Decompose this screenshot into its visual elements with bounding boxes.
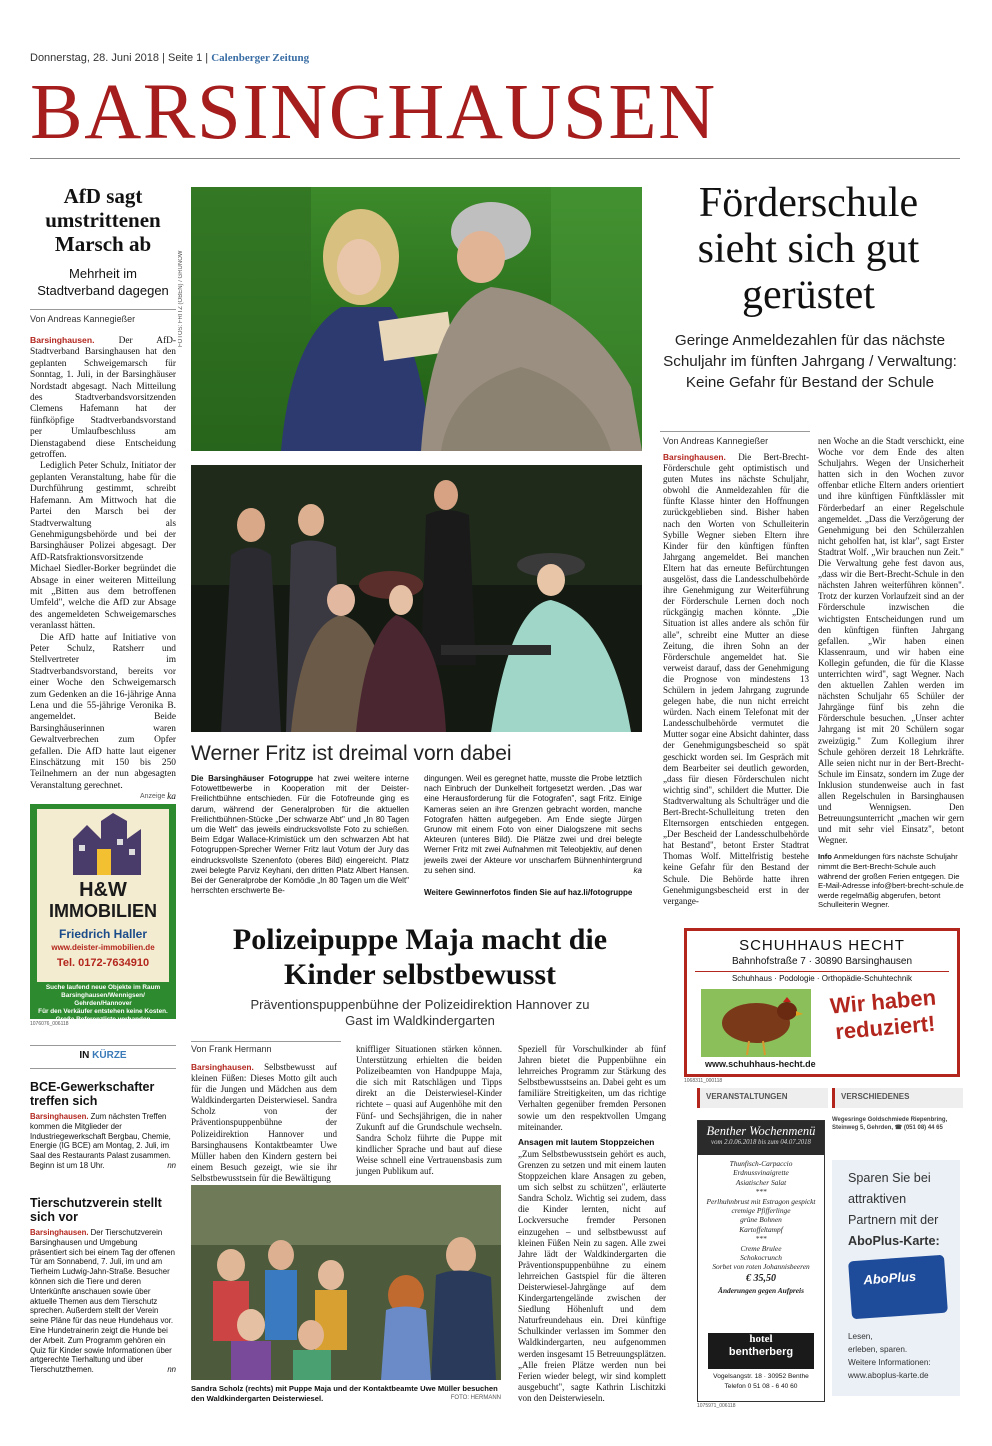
hw-brand: H&W (79, 879, 127, 901)
hen-icon (701, 989, 811, 1057)
kurze-sig2: nn (167, 1365, 176, 1375)
kurze-text2: Der Tierschutzverein Barsinghausen und Umgebung präsentiert sich bei einem Tag der offenen Tür am Sonnabend, 7. Juli, im und am Tierheim Ludwig-Jahn-Straße. Besucher können sich die Tiere und deren Unterkünfte anschauen sowie über aktuelle Themen aus dem Tierschutz sprechen. Außerdem stellt der Verein seine Pläne für das neue Hundehaus vor. Eine Hundetrainerin zeigt die Hunde bei der Arbeit. Zum Programm gehören ein Quiz für Kinder sowie Informationen über artgerechte Tierhaltung und über Tierschutzthemen. (30, 1228, 175, 1375)
afd-place: Barsinghausen. (30, 335, 95, 345)
puppe-subhead: Präventionspuppenbühne der Polizeidirektion Hannover zu Gast im Waldkindergarten (250, 997, 590, 1028)
puppe-col3-head: Ansagen mit lautem Stoppzeichen (518, 1136, 655, 1147)
puppe-headline: Polizeipuppe Maja macht die Kinder selbstbewusst (232, 923, 608, 991)
dateline-text: Donnerstag, 28. Juni 2018 | Seite 1 | (30, 52, 209, 64)
schuh-slogan1: Wir haben (829, 984, 937, 1019)
hotel-line1: hotel (749, 1333, 773, 1345)
ad-label: Anzeige (140, 793, 166, 800)
puppe-place: Barsinghausen. (191, 1062, 254, 1072)
kurze-h2: Tierschutzverein stellt sich vor (30, 1196, 162, 1224)
hw-footer (30, 984, 176, 1024)
hw-line4: Für den Verkäufer entstehen keine Kosten. (38, 1008, 168, 1015)
afd-sig: ka (167, 792, 176, 803)
schuh-slogan2: reduziert! (834, 1010, 937, 1045)
menu-header (698, 1121, 824, 1155)
kurze-sig1: nn (167, 1160, 176, 1170)
theater-col2-text: dingungen. Weil es geregnet hatte, musste die Probe letztlich nach Einbruch der Dunkelheit fortgesetzt werden. „Das war eine Herausforderung für die Fotografen", sagt Fritz. Einige Kameras seien an ihre Grenzen gebracht worden, manche Fotografen hätten aufgegeben. Am Ende siegte Jürgen Grunow mit einem Foto von einer Dialogszene mit sechs Akteuren (unteres Bild). Die Plätze zwei und drei belegte Werner Fritz mit zwei Aufnahmen mit Teleobjektiv, auf denen jeweils zwei der Akteure vor unscharfem Bühnenhintergrund zu sehen sind. (424, 774, 642, 875)
schuh-code: 1068311_000118 (684, 1078, 723, 1084)
kurze-t1 (30, 1112, 176, 1171)
theater-lead: Die Barsinghäuser Fotogruppe (191, 774, 314, 783)
page-title: BARSINGHAUSEN (30, 69, 717, 156)
hw-ad-inner (37, 809, 169, 982)
menu-code: 1075971_006118 (697, 1403, 736, 1409)
foerder-subhead: Geringe Anmeldezahlen für das nächste Schuljahr im fünften Jahrgang / Verwaltung: Keine Gefahr für Bestand der Schule (663, 332, 957, 391)
hotel-line2 (708, 1345, 814, 1359)
menu-item: grüne Bohnen (740, 1215, 782, 1225)
schuh-divider (695, 971, 949, 972)
schuh-web[interactable]: www.schuhhaus-hecht.de (705, 1059, 816, 1069)
menu-item: Sorbet von roten Johannisbeeren (712, 1262, 810, 1272)
theater-headline: Werner Fritz ist dreimal vorn dabei (191, 742, 512, 765)
theater-col2 (424, 774, 642, 898)
kurze-h1: BCE-Gewerkschafter treffen sich (30, 1080, 155, 1108)
versch-box (832, 1088, 963, 1108)
puppe-rule (191, 1041, 341, 1042)
foerder-rule (660, 431, 810, 432)
kurze-place2: Barsinghausen. (30, 1228, 89, 1237)
abo-l1: Lesen, (848, 1332, 873, 1341)
afd-body (30, 335, 176, 804)
kurze-t2 (30, 1228, 176, 1375)
puppe-col3a: Speziell für Vorschulkinder ab fünf Jahren bietet die Puppenbühne ein lehrreiches Programm zur Stärkung des Selbstbewusstseins an. Dabei geht es um familiäre Streitigkeiten, um das richtige Verhalten gegenüber fremden Personen sowie um den respektvollen Umgang miteinander. (518, 1044, 666, 1132)
hw-line3: Gehrden/Hannover (74, 1000, 132, 1007)
hotel-berg: berg (769, 1346, 794, 1358)
foerder-info (818, 852, 964, 910)
menu-item: Perlhuhnbrust mit Estragon gespickt (706, 1196, 816, 1206)
foerder-info-text: Anmeldungen fürs nächste Schuljahr nimmt die Bert-Brecht-Schule auch während der großen Ferien entgegen. Die E-Mail-Adresse info@bert-brecht-schule.de werde regelmäßig abgerufen, betont Schulleiterin Wegner. (818, 852, 964, 910)
dateline (30, 52, 309, 64)
hotel-logo (708, 1333, 814, 1369)
versch-text: Wegesringe Goldschmiede Riepenbring, Steinweg 5, Gehrden, ☎ (051 08) 44 65 (832, 1117, 948, 1131)
versch-label: VERSCHIEDENES (841, 1092, 910, 1101)
hw-name: Friedrich Haller (58, 927, 148, 941)
abo-t4: AboPlus-Karte: (848, 1234, 940, 1248)
hw-line5: Große Referenzliste vorhanden (55, 1016, 151, 1023)
menu-item: Thunfisch-Carpaccio (729, 1159, 793, 1168)
afd-rule (30, 309, 176, 310)
foerder-byline: Von Andreas Kannegießer (663, 436, 769, 446)
abo-card (848, 1255, 948, 1320)
abo-text (848, 1168, 940, 1252)
abo-t1: Sparen Sie bei (848, 1171, 931, 1185)
puppe-photo (191, 1185, 501, 1380)
veranst-box (697, 1088, 828, 1108)
afd-p3: Die AfD hatte auf Initiative von Peter Schulz, Ratsherr und Stellvertreter im Stadtverbandsvorstand, bereits vor einer Woche den Schweigemarsch zum Gedenken an die 16-jährige Anna Lena und die 55-jährige Veronika B. angemeldet. Beide Barsinghäuserinnen waren Gewaltverbrechen zum Opfer gefallen. Die AfD hatte laut eigener Einschätzung mit 150 bis 250 Teilnehmern an der nun abgesagten Veranstaltung gerechnet. (30, 632, 176, 791)
menu-dates: vom 2.0.06.2018 bis zum 04.07.2018 (711, 1139, 811, 1146)
hw-brand2: IMMOBILIEN (49, 901, 157, 921)
puppe-col3b: „Zum Selbstbewusstsein gehört es auch, Grenzen zu setzen und mit einem lauten Stoppzeichen klare Ansagen zu geben, um sich selbst zu schützen", erläuterte Sandra Scholz. Wichtig sei zudem, dass die Kinder lernten, nicht auf Lockversuche fremder Personen einzugehen – und selbstbewusst auf kleinen Füßen Nein zu sagen. Alle zwei Jahre lädt der Waldkindergarten die Präventionspuppenbühne zu einem lehrreichen Gastspiel für die älteren Deisterwiesel-Jahrgänge auf dem Kindergartengelände zwischen der Siedlung Höhenluft und dem Naturfreundehaus ein. Drei künftige Schulkinder verlassen im Sommer den Waldkindergarten, neu aufgenommen werden insgesamt 15 Betreuungsplätzen. „Alle freien Plätze werden nun bei Ferien wieder belegt, wir sind komplett ausgebucht", sagte Kathrin Lischitzki von den Deisterwieseln. (518, 1148, 666, 1403)
abo-t2: attraktiven (848, 1192, 907, 1206)
puppe-col3 (518, 1044, 666, 1404)
theater-photo-bottom (191, 465, 642, 732)
hotel-benther: benther (728, 1346, 770, 1358)
menu-item: Kartoffeltampf (739, 1224, 783, 1234)
foerder-col2 (818, 436, 964, 910)
schuhhaus-ad[interactable] (684, 928, 960, 1077)
kurze-rule-top (30, 1045, 176, 1046)
theater-sig: ka (633, 865, 642, 875)
menu-note: Änderungen gegen Aufpreis (718, 1285, 804, 1295)
hw-web[interactable]: www.deister-immobilien.de (51, 943, 155, 952)
puppe-col1 (191, 1062, 337, 1184)
afd-byline: Von Andreas Kannegießer (30, 314, 136, 324)
hw-line2: Barsinghausen/Wennigsen/ (61, 992, 145, 999)
menu-tel[interactable]: Telefon 0 51 08 - 6 40 60 (724, 1383, 798, 1390)
theater-col1-text: hat zwei weitere interne Fotowettbewerbe in Kooperation mit der Deister-Freilichtbühne entschieden. Für die Fotofreunde ging es darum, während der Generalproben für die aktuellen Freilichtbühnen-Stücke „Der schwarze Abt" und „In 80 Tagen um die Welt" das jeweils eindrucksvollste Foto zu schießen. Beim Edgar Wallace-Krimistück um den schwarzen Abt hat Fotogruppen-Sprecher Werner Fritz laut Votum der Jury das eindrucksvollste Szenenfoto (oberes Bild) eingereicht. Platz zwei belegte Parviz Keyhani, den dritten Platz Albert Hansen. Bei der Generalprobe der Komödie „In 80 Tagen um die Welt" herrschten erschwerte Be- (191, 774, 409, 896)
menu-item: Asiatischer Salat (735, 1177, 787, 1187)
theater-more-link[interactable]: Weitere Gewinnerfotos finden Sie auf haz.li/fotogruppe (424, 888, 633, 898)
menu-addr: Vogelsangstr. 18 · 30952 Benthe (713, 1373, 809, 1380)
hw-code: 1076076_006118 (30, 1021, 69, 1027)
menu-item: Creme Brulee (740, 1243, 782, 1253)
kurze-label (30, 1050, 176, 1061)
puppe-byline: Von Frank Hermann (191, 1044, 272, 1054)
puppe-photo-image (191, 1185, 501, 1380)
menu-item: Erdnussvinaigrette (733, 1168, 789, 1178)
abo-l4[interactable]: www.aboplus-karte.de (848, 1371, 929, 1380)
menu-items (698, 1159, 824, 1295)
theater-col1 (191, 774, 409, 896)
menu-price: € 35,50 (746, 1272, 776, 1284)
schuh-addr: Bahnhofstraße 7 · 30890 Barsinghausen (731, 956, 913, 967)
puppe-col2-text: kniffliger Situationen stärken können. Unterstützung erhielten die beiden Polizeibeamten von Handpuppe Maja, die sich mit Ratschlägen und Tipps direkt an die Deisterwiesel-Kinder richtete – quasi auf Augenhöhe mit den Fünf- und Sechsjährigen, die in naher Zukunft auf die Grundschule wechseln. Sandra Scholz führte die Puppe mit kindlicher Sprache und baut auf diese Weise schnell eine Vertrauensbasis zum jungen Publikum auf. (356, 1044, 502, 1177)
theater-photo-top (191, 187, 642, 451)
menu-title: Benther Wochenmenü (706, 1124, 816, 1138)
paper-name: Calenberger Zeitung (211, 52, 310, 64)
kurze-place1: Barsinghausen. (30, 1112, 89, 1121)
house-icon (37, 809, 169, 879)
puppe-caption (191, 1384, 501, 1403)
afd-headline: AfD sagt umstrittenen Marsch ab (45, 184, 161, 256)
foerder-col2-text: nen Woche an die Stadt verschickt, eine Woche vor dem Ende des alten Schuljahrs. Wegen der Unsicherheit hatten sich in den Wochen zuvor offenbar etliche Eltern anders orientiert und ihre künftigen Fünftklässler mit Förderbedarf an einer Regelschule angemeldet. „Dass die Verzögerung der Genehmigung bei den Schülerzahlen nicht geholfen hat, ist klar", sagt Erster Stadtrat Wolf. „Wir brauchen nun Zeit." Die Verwaltung gehe fest davon aus, „dass wir die Bert-Brecht-Schule in den nächsten Jahren weiterführen können". Trotz der kurzen Vorlaufzeit sind an der Förderschule inzwischen die wichtigsten Entscheidungen rund um den künftigen fünften Jahrgang gefallen. „Wir haben einen Klassenraum, und wir haben eine Kollegin gefunden, die für die Klasse unterrichten wird", sagt Wegner. Nach den aktuellen Zahlen werden im nächsten Schuljahr 65 Schüler der Jahrgänge fünf bis zehn die Förderschule besuchen. „Unser achter Jahrgang ist mit 20 Schülern sogar zweizügig." Zum Kollegium ihrer Schule gehören derzeit 18 Lehrkräfte. Alle seien nicht nur in der Bert-Brecht-Schule im Einsatz, sondern im Zuge der Inklusion stundenweise auch in fast allen Regelschulen in Barsinghausen und Wennigsen. Den Betreuungsunterricht „machen wir gern und mit sehr viel Einsatz", betont Wegner. (818, 436, 964, 846)
abo-card-label: AboPlus (862, 1268, 917, 1288)
schuh-cats: Schuhhaus · Podologie · Orthopädie-Schuhtechnik (731, 974, 913, 983)
menu-ad[interactable] (697, 1120, 825, 1402)
veranst-label: VERANSTALTUNGEN (706, 1092, 788, 1101)
abo-l3: Weitere Informationen: (848, 1358, 931, 1367)
kurze-in: IN (79, 1050, 90, 1061)
aboplus-ad[interactable] (832, 1160, 960, 1396)
afd-subhead: Mehrheit im Stadtverband dagegen (37, 266, 169, 298)
foerder-info-label: Info (818, 852, 832, 862)
menu-item: Schokocrunch (740, 1253, 782, 1263)
photo-credit: FOTOS: FRITZ (OBEN) / GRUNOW (178, 250, 184, 347)
masthead-rule (30, 158, 960, 159)
menu-item: cremige Pfifferlinge (731, 1206, 791, 1216)
menu-item: *** (755, 1234, 767, 1244)
puppe-col2 (356, 1044, 502, 1177)
abo-footer (848, 1330, 931, 1382)
puppe-credit: FOTO: HERMANN (450, 1394, 501, 1401)
menu-item: *** (755, 1187, 767, 1197)
kurze-rule-bot (30, 1068, 176, 1069)
foerder-col1 (663, 452, 809, 907)
abo-l2: erleben, sparen. (848, 1345, 908, 1354)
schuh-title: SCHUHHAUS HECHT (739, 937, 905, 954)
schuh-slogan (815, 983, 955, 1055)
abo-t3: Partnern mit der (848, 1213, 939, 1227)
hw-line1: Suche laufend neue Objekte im Raum (45, 984, 161, 991)
afd-p2: Lediglich Peter Schulz, Initiator der geplanten Veranstaltung, habe für die Durchführung gestimmt, schreibt Hafemann. Am Mittwoch hat die Partei den Marsch bei der Stadtverwaltung als Genehmigungsbehörde und bei der Barsinghäuser Polizei abgesagt. Der AfD-Ratsfraktionsvorsitzende Michael Siedler-Borker begründet die Absage in einer weiteren Mitteilung mit „Bitten aus dem betroffenen Umfeld", welche die AfD zur Absage des angemeldeten Schweigemarsches veranlasst hätten. (30, 461, 176, 632)
kurze-k: KÜRZE (92, 1050, 127, 1061)
afd-p1: Der AfD-Stadtverband Barsinghausen hat den geplanten Schweigemarsch für Sonntag, 1. Juli, in der Barsinghäuser Nordstadt abgesagt. Nach Mitteilung des Stadtverbandsvorsitzenden Clemens Hafemann hat der fünfköpfige Stadtverbandsvorstand per Umlaufbeschluss am Dienstagabend diese Entscheidung getroffen. (30, 336, 176, 461)
puppe-caption-text: Sandra Scholz (rechts) mit Puppe Maja und der Kontaktbeamte Uwe Müller besuchen den Waldkindergarten Deisterwiesel. (191, 1384, 498, 1403)
foerder-headline: Förderschule sieht sich gut gerüstet (697, 180, 920, 318)
foerder-col1-text: Die Bert-Brecht-Förderschule geht optimistisch und guten Mutes ins nächste Schuljahr, obwohl die Anmeldezahlen für die fünfte Klasse hinter den Hoffnungen zurückgeblieben sind. Bisher haben nach den Worten von Schulleiterin Sybille Wegner sieben Eltern ihre Kinder für den künftigen fünften Jahrgang angemeldet. Bei manchen Eltern hat das erneute Befürchtungen ausgelöst, dass die Landesschulbehörde ihre Genehmigung zur Weiterführung der Förderschule Lernen doch noch rückgängig machen könnte. „Die Situation ist alles andere als schön für alle", schreibt eine Mutter an diese Zeitung, die ihren Sohn an der Förderschule angemeldet hat. Sie verweist darauf, dass der Genehmigung die Prognose von mindestens 13 Schülern in jedem Jahrgang zugrunde gelegen habe, die nun nicht erreicht würden. Nach einem Telefonat mit der Landesschulbehörde vermutet die Mutter sogar eine Absicht dahinter, dass der Genehmigungsbescheid so spät geschickt worden sei. Im Gespräch mit dem Bearbeiter sei deutlich geworden, „dass für diesen Förderschulen nicht wichtig sind", schildert die Mutter. Die Stadtverwaltung als Schulträger und die Bert-Brecht-Schulleitung treten den Elternsorgen entschieden entgegen. „Der Bescheid der Landesschulbehörde hat Bestand", betont Erster Stadtrat Thomas Wolf. Mittelfristig bestehe keine Gefahr für den Bestand der Schule. Die Behörde hatte ihren Genehmigungsbescheid erst in der vergange- (663, 452, 809, 906)
kurze-text1: Zum nächsten Treffen kommen die Mitglieder der Industriegewerkschaft Bergbau, Chemie, Energie (IG BCE) am Montag, 2. Juli, im Saal des Restaurants Palast zusammen. Beginn ist um 18 Uhr. (30, 1112, 171, 1170)
hw-tel[interactable]: Tel. 0172-7634910 (56, 957, 150, 969)
puppe-col1-text: Selbstbewusst auf kleinen Füßen: Dieses Motto gilt auch für die Jungen und Mädchen aus dem Waldkindergarten Deisterwiesel. Sandra Scholz von der Präventionspuppenbühne der Polizeidirektion Hannover und Barsinghausens Kontaktbeamter Uwe Müller haben den Kindern gestern bei einem Besuch gezeigt, wie sie ihr Selbstbewusstsein für die Bewältigung (191, 1062, 337, 1183)
hw-ad[interactable] (30, 804, 176, 1023)
theater-photo-bottom-image (191, 465, 642, 732)
foerder-place: Barsinghausen. (663, 452, 726, 462)
theater-photo-top-image (191, 187, 642, 451)
